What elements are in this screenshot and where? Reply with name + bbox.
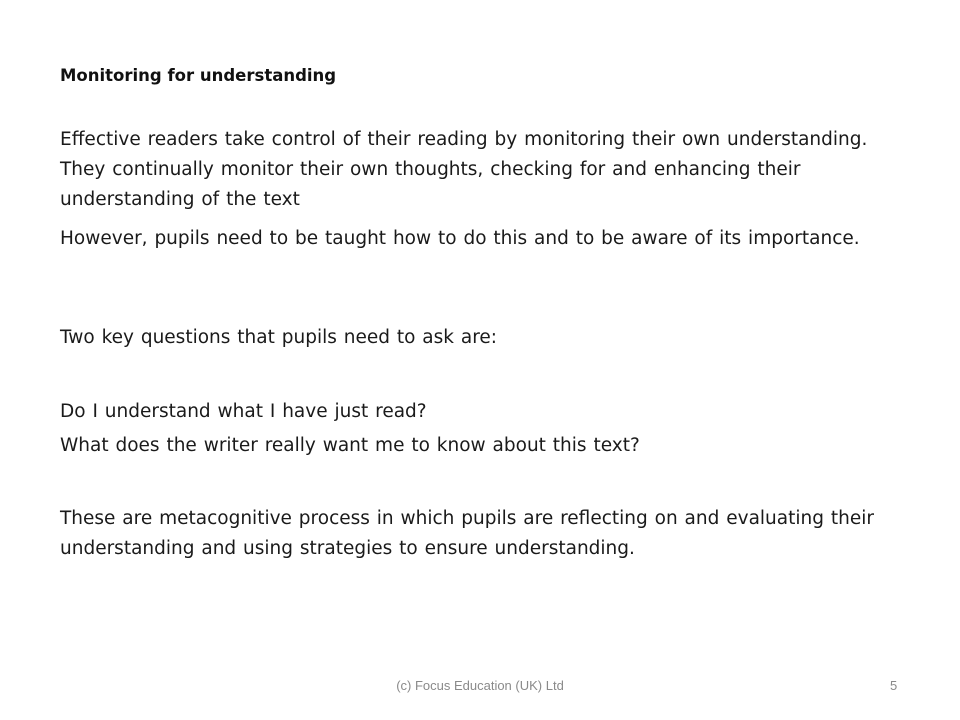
question-two: What does the writer really want me to know about this text? (60, 435, 640, 456)
slide-footer: (c) Focus Education (UK) Ltd (396, 678, 564, 693)
paragraph-effective-readers: Effective readers take control of their reading by monitoring their own understanding. They continually monitor their own thoughts, checking for and enhancing their understanding of the text (60, 129, 868, 210)
paragraph-metacognitive: These are metacognitive process in which pupils are reflecting on and evaluating their understanding and using strategies to ensure understanding. (60, 508, 874, 559)
slide-title: Monitoring for understanding (60, 66, 337, 85)
page-number: 5 (890, 678, 898, 693)
paragraph-however: However, pupils need to be taught how to do this and to be aware of its importance. (60, 228, 860, 249)
paragraph-two-key-questions: Two key questions that pupils need to ask are: (60, 327, 498, 348)
question-one: Do I understand what I have just read? (60, 401, 427, 422)
